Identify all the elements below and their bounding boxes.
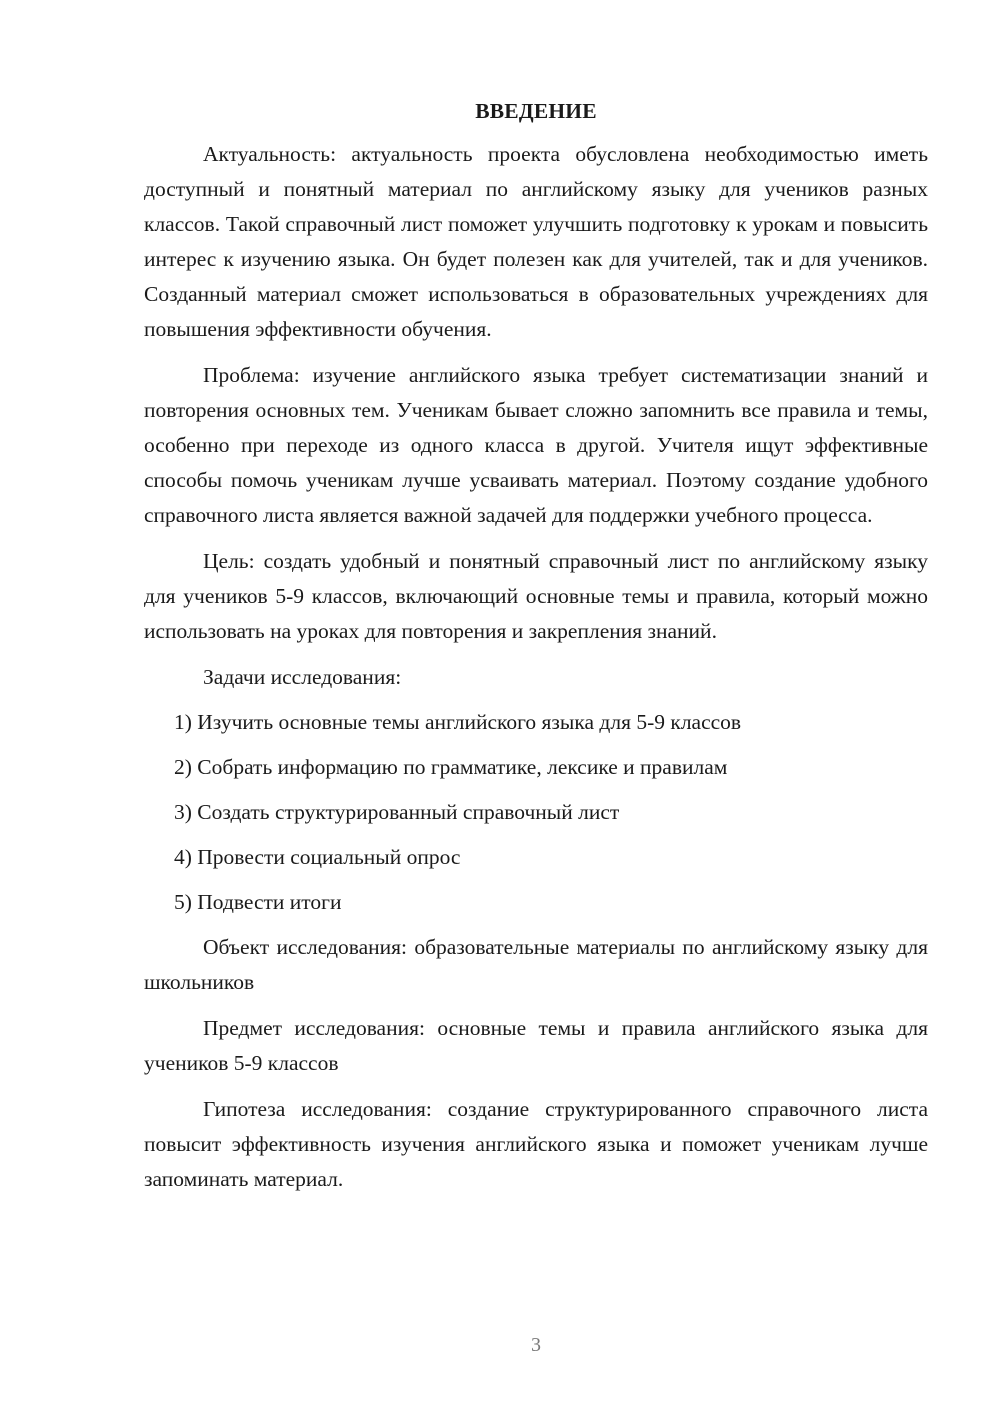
paragraph-object: Объект исследования: образовательные материалы по английскому языку для школьников: [144, 935, 928, 994]
paragraph-problem: Проблема: изучение английского языка требует систематизации знаний и повторения основных тем. Ученикам бывает сложно запомнить все правила и темы, особенно при переходе из одного класса в другой. Учителя ищут эффективные способы помочь ученикам лучше усваивать материал. Поэтому создание удобного справочного листа является важной задачей для поддержки учебного процесса.: [144, 363, 928, 527]
paragraph-goal: Цель: создать удобный и понятный справочный лист по английскому языку для учеников 5-9 классов, включающий основные темы и правила, который можно использовать на уроках для повторения и закрепления знаний.: [144, 549, 928, 643]
page-content: [144, 96, 928, 1208]
paragraph-hypothesis: Гипотеза исследования: создание структурированного справочного листа повысит эффективность изучения английского языка и поможет ученикам лучше запоминать материал.: [144, 1097, 928, 1191]
paragraph-relevance: Актуальность: актуальность проекта обусловлена необходимостью иметь доступный и понятный материал по английскому языку для учеников разных классов. Такой справочный лист поможет улучшить подготовку к урокам и повысить интерес к изучению языка. Он будет полезен как для учителей, так и для учеников. Созданный материал сможет использоваться в образовательных учреждениях для повышения эффективности обучения.: [144, 142, 928, 341]
task-item-3: 3) Создать структурированный справочный лист: [174, 800, 620, 824]
paragraph-subject: Предмет исследования: основные темы и правила английского языка для учеников 5-9 классов: [144, 1016, 928, 1075]
task-item-1: 1) Изучить основные темы английского языка для 5-9 классов: [174, 710, 742, 734]
tasks-label: Задачи исследования:: [203, 665, 402, 689]
tasks-list: [144, 705, 928, 920]
task-item-5: 5) Подвести итоги: [174, 890, 342, 914]
task-item-4: 4) Провести социальный опрос: [174, 845, 461, 869]
page-number: 3: [531, 1334, 541, 1356]
section-heading: ВВЕДЕНИЕ: [475, 99, 597, 123]
task-item-2: 2) Собрать информацию по грамматике, лексике и правилам: [174, 755, 728, 779]
